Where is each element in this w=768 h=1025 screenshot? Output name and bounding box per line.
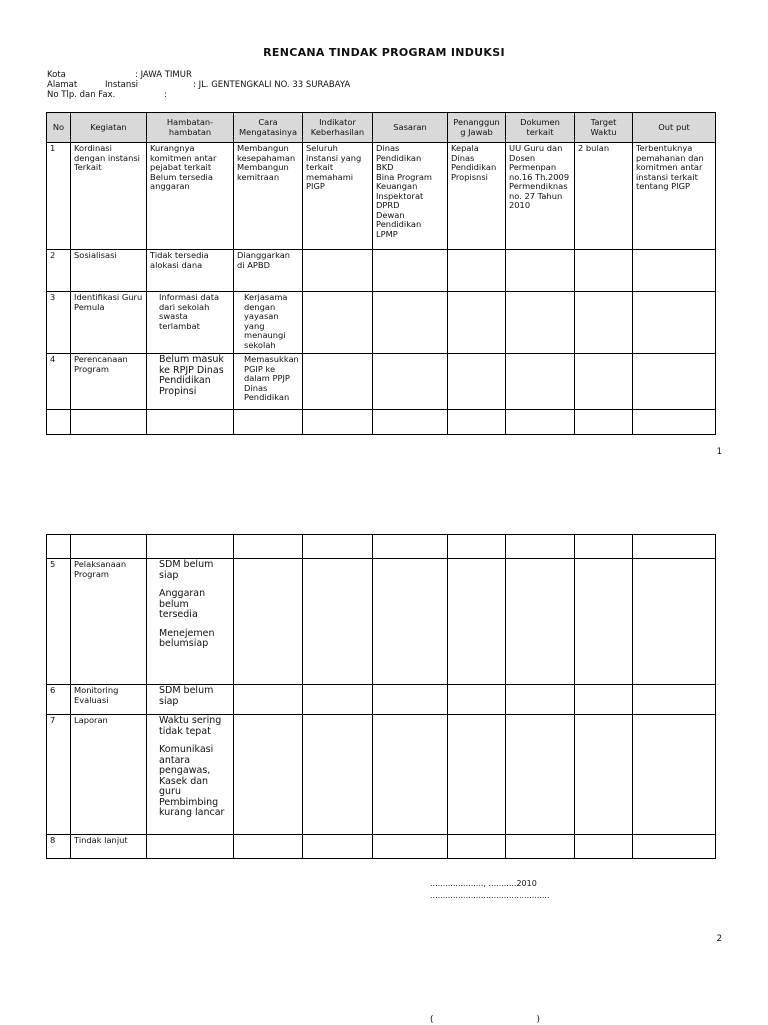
table-row-empty (47, 535, 716, 559)
header-row (47, 113, 716, 143)
table-row (47, 143, 716, 250)
header-cara: Cara Mengatasinya (234, 113, 303, 143)
cell-dokumen (506, 354, 575, 410)
hambatan-item: Waktu sering tidak tepat (159, 715, 222, 737)
info-alamat (47, 80, 351, 90)
cell-no: 3 (47, 292, 71, 354)
plan-table-page1 (46, 112, 716, 435)
header-no: No (47, 113, 71, 143)
cell-penanggung-jawab (448, 354, 506, 410)
info-kota (47, 70, 192, 80)
alamat-label: Alamat (47, 80, 78, 90)
cell-kegiatan: Monitoring Evaluasi (71, 685, 147, 715)
table-row (47, 250, 716, 292)
cell-hambatan: Informasi data dari sekolah swasta terlambat (147, 292, 234, 354)
header-kegiatan: Kegiatan (71, 113, 147, 143)
cell-kegiatan: Tindak lanjut (71, 835, 147, 859)
plan-table-page2 (46, 534, 716, 859)
cell-cara: Kerjasama dengan yayasan yang menaungi sekolah (234, 292, 303, 354)
cell-cara: Membangun kesepahaman Membangun kemitraan (234, 143, 303, 250)
cell-sasaran (373, 250, 448, 292)
table-row-empty (47, 410, 716, 435)
signature-name-bracket: ( ) (430, 1015, 541, 1025)
cell-output: Terbentuknya pemahanan dan komitmen antar instansi terkait tentang PIGP (633, 143, 716, 250)
cell-sasaran (373, 292, 448, 354)
header-target: Target Waktu (575, 113, 633, 143)
cell-sasaran: Dinas Pendidikan BKD Bina Program Keuangan Inspektorat DPRD Dewan Pendidikan LPMP (373, 143, 448, 250)
document-title: RENCANA TINDAK PROGRAM INDUKSI (263, 46, 505, 59)
table-row (47, 685, 716, 715)
table-row (47, 715, 716, 835)
cell-hambatan: Belum masuk ke RPJP Dinas Pendidikan Propinsi (147, 354, 234, 410)
cell-penanggung-jawab: Kepala Dinas Pendidikan Propisnsi (448, 143, 506, 250)
cell-indikator (303, 354, 373, 410)
tlp-label: No Tlp. dan Fax. (47, 90, 116, 100)
hambatan-item: SDM belum siap (159, 559, 214, 581)
hambatan-item: Belum tersedia anggaran (150, 171, 213, 191)
cell-penanggung-jawab (448, 250, 506, 292)
cell-hambatan (147, 559, 234, 685)
cell-kegiatan: Sosialisasi (71, 250, 147, 292)
table-row (47, 835, 716, 859)
header-penanggung-jawab: Penanggung Jawab (448, 113, 506, 143)
instansi-label: Instansi (105, 80, 139, 90)
page-number: 1 (716, 447, 722, 457)
cell-no: 1 (47, 143, 71, 250)
cell-penanggung-jawab (448, 292, 506, 354)
cell-hambatan (147, 715, 234, 835)
hambatan-item: Kurangnya komitmen antar pejabat terkait (150, 143, 217, 172)
cell-hambatan: SDM belum siap (147, 685, 234, 715)
cell-no: 2 (47, 250, 71, 292)
header-dokumen: Dokumen terkait (506, 113, 575, 143)
cell-output (633, 292, 716, 354)
cell-no: 8 (47, 835, 71, 859)
cell-output (633, 250, 716, 292)
cell-cara: Memasukkan PGIP ke dalam PPJP Dinas Pendidikan (234, 354, 303, 410)
hambatan-item: Menejemen belumsiap (159, 627, 215, 649)
cell-dokumen (506, 292, 575, 354)
date-line: ....................., ...........2010 (430, 879, 537, 888)
kota-label: Kota (47, 70, 66, 80)
cell-no: 4 (47, 354, 71, 410)
cell-kegiatan: Perencanaan Program (71, 354, 147, 410)
cell-indikator (303, 250, 373, 292)
cell-sasaran (373, 354, 448, 410)
cell-no: 7 (47, 715, 71, 835)
cell-target (575, 354, 633, 410)
header-sasaran: Sasaran (373, 113, 448, 143)
hambatan-item: Komunikasi antara pengawas, Kasek dan guru Pembimbing kurang lancar (159, 744, 225, 818)
cell-cara: Dianggarkan di APBD (234, 250, 303, 292)
cell-dokumen (506, 250, 575, 292)
header-indikator: Indikator Keberhasilan (303, 113, 373, 143)
tlp-value: : (164, 90, 167, 100)
cell-indikator (303, 292, 373, 354)
cell-indikator: Seluruh instansi yang terkait memahami PIGP (303, 143, 373, 250)
header-hambatan: Hambatan-hambatan (147, 113, 234, 143)
cell-kegiatan: Kordinasi dengan instansi Terkait (71, 143, 147, 250)
page-number: 2 (716, 934, 722, 944)
cell-output (633, 354, 716, 410)
header-output: Out put (633, 113, 716, 143)
table-row (47, 292, 716, 354)
hambatan-item: Anggaran belum tersedia (159, 588, 206, 620)
cell-kegiatan: Laporan (71, 715, 147, 835)
cell-target (575, 292, 633, 354)
cell-dokumen: UU Guru dan Dosen Permenpan no.16 Th.2009 Permendiknas no. 27 Tahun 2010 (506, 143, 575, 250)
cell-no: 5 (47, 559, 71, 685)
signature-line: ............................................... (430, 891, 550, 900)
table-row (47, 559, 716, 685)
cell-hambatan (147, 143, 234, 250)
cell-target (575, 250, 633, 292)
cell-no: 6 (47, 685, 71, 715)
kota-value: : JAWA TIMUR (135, 70, 192, 80)
cell-target: 2 bulan (575, 143, 633, 250)
table-row (47, 354, 716, 410)
cell-hambatan: Tidak tersedia alokasi dana (147, 250, 234, 292)
cell-kegiatan: Pelaksanaan Program (71, 559, 147, 685)
cell-kegiatan: Identifikasi Guru Pemula (71, 292, 147, 354)
alamat-value: : JL. GENTENGKALI NO. 33 SURABAYA (193, 80, 351, 90)
info-tlp (47, 90, 167, 100)
